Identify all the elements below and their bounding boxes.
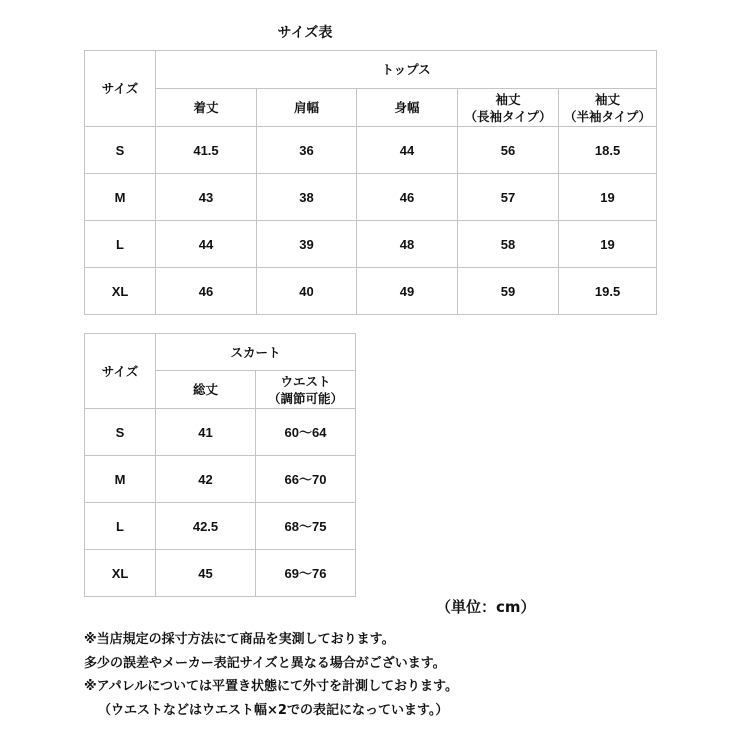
table-cell: 46 [156, 268, 257, 315]
table-cell: 48 [357, 221, 458, 268]
table-row [85, 409, 356, 456]
table-row [85, 221, 657, 268]
table-cell: 43 [156, 174, 257, 221]
tops-size-table [84, 50, 657, 315]
note-line: ※当店規定の採寸方法にて商品を実測しております。 [84, 632, 395, 647]
note-line: ※アパレルについては平置き状態にて外寸を計測しております。 [84, 679, 458, 694]
table-row [85, 503, 356, 550]
table-row [85, 550, 356, 597]
note-line: （ウエストなどはウエスト幅×2での表記になっています。） [98, 702, 449, 718]
table-cell: 56 [458, 127, 559, 174]
column-header: 身幅 [357, 89, 458, 127]
table-cell: 41.5 [156, 127, 257, 174]
table-cell: 44 [156, 221, 257, 268]
table-cell: 42 [156, 456, 256, 503]
table-cell: 41 [156, 409, 256, 456]
size-header: サイズ [85, 51, 156, 127]
column-header: 総丈 [156, 371, 256, 409]
notes [84, 628, 724, 722]
table-cell: 19 [559, 221, 657, 268]
skirt-group-header: スカート [156, 334, 356, 371]
table-cell: 39 [257, 221, 357, 268]
table-cell: 38 [257, 174, 357, 221]
table-row [85, 456, 356, 503]
column-header: ウエスト （調節可能） [256, 371, 356, 409]
table-cell: 69～76 [256, 550, 356, 597]
table-cell: 40 [257, 268, 357, 315]
table-cell: 57 [458, 174, 559, 221]
table-cell: 36 [257, 127, 357, 174]
table-cell: 49 [357, 268, 458, 315]
table-cell: 68～75 [256, 503, 356, 550]
size-label: L [85, 221, 156, 268]
table-cell: 19 [559, 174, 657, 221]
table-row [85, 268, 657, 315]
page-title: サイズ表 [277, 25, 333, 41]
skirt-size-table [84, 333, 356, 597]
table-cell: 42.5 [156, 503, 256, 550]
column-header: 肩幅 [257, 89, 357, 127]
table-cell: 19.5 [559, 268, 657, 315]
table-cell: 45 [156, 550, 256, 597]
table-cell: 59 [458, 268, 559, 315]
unit-label: （単位：cm） [436, 598, 536, 616]
table-cell: 58 [458, 221, 559, 268]
size-label: M [85, 174, 156, 221]
column-header: 着丈 [156, 89, 257, 127]
column-header: 袖丈 （長袖タイプ） [458, 89, 559, 127]
size-header: サイズ [85, 334, 156, 409]
size-label: S [85, 409, 156, 456]
tops-group-header: トップス [156, 51, 657, 89]
table-cell: 18.5 [559, 127, 657, 174]
table-cell: 60～64 [256, 409, 356, 456]
size-label: XL [85, 268, 156, 315]
size-label: M [85, 456, 156, 503]
table-row [85, 174, 657, 221]
column-header: 袖丈 （半袖タイプ） [559, 89, 657, 127]
size-label: L [85, 503, 156, 550]
size-label: XL [85, 550, 156, 597]
table-cell: 46 [357, 174, 458, 221]
note-line: 多少の誤差やメーカー表記サイズと異なる場合がございます。 [84, 655, 446, 671]
size-label: S [85, 127, 156, 174]
table-cell: 66～70 [256, 456, 356, 503]
table-row [85, 127, 657, 174]
table-cell: 44 [357, 127, 458, 174]
